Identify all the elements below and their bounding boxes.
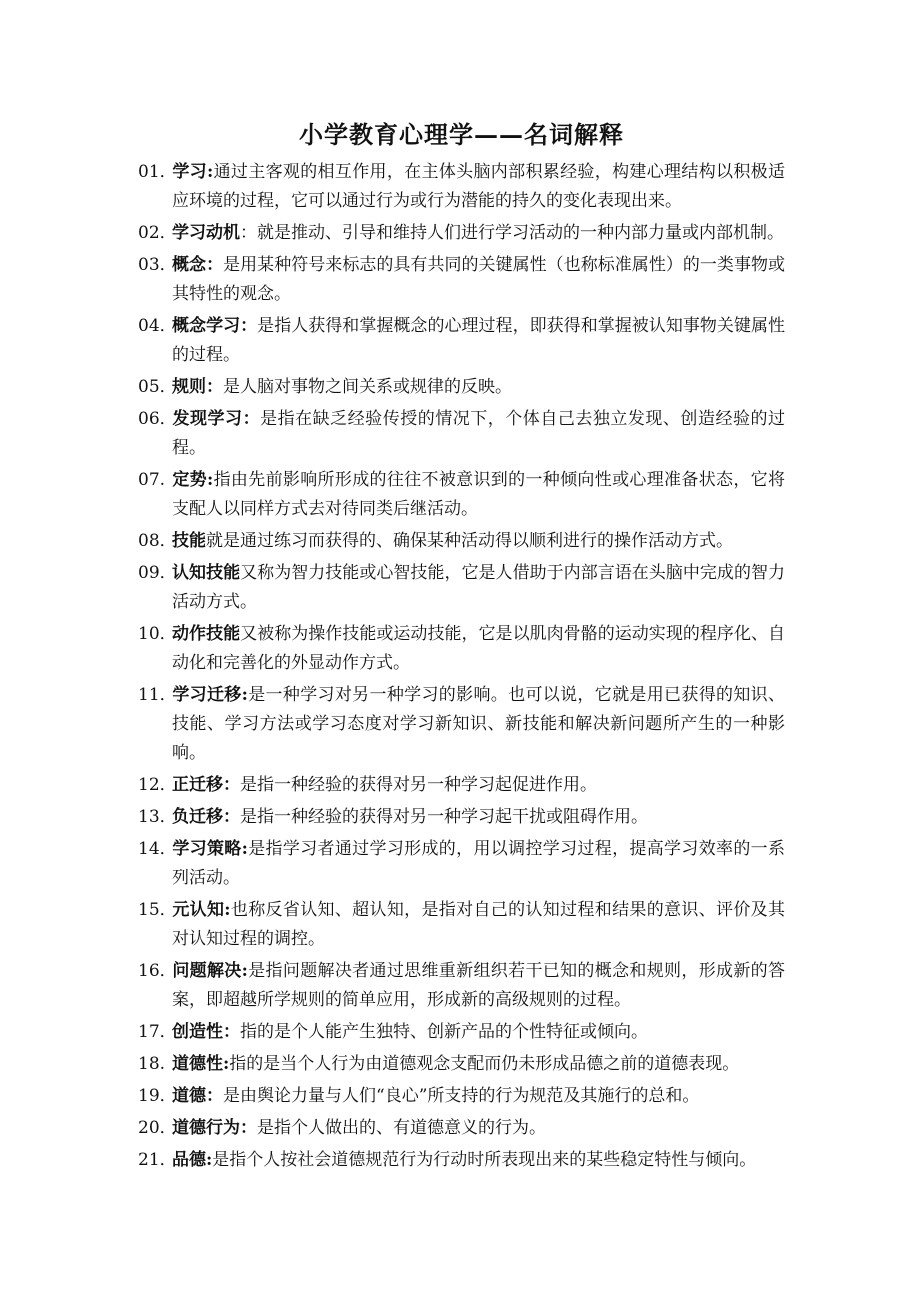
entry-definition: 是指一种经验的获得对另一种学习起促进作用。 [240,775,597,795]
glossary-entry [138,896,785,954]
entry-definition: 又称为智力技能或心智技能，它是人借助于内部言语在头脑中完成的智力活动方式。 [172,563,786,612]
entry-number: 03． [138,255,177,275]
entry-definition: 是用某种符号来标志的具有共同的关键属性（也称标准属性）的一类事物或其特性的观念。 [172,255,786,304]
entry-term: 正迁移： [172,775,240,795]
entry-term: 学习动机 [172,223,240,243]
glossary-entry [138,803,785,832]
entry-number: 09． [138,563,177,583]
entry-number: 07. [138,470,166,490]
glossary-list [138,158,785,1175]
entry-number: 01． [138,162,177,182]
entry-number: 04． [138,316,177,336]
glossary-entry [138,681,785,768]
entry-definition: 也称反省认知、超认知，是指对自己的认知过程和结果的意识、评价及其对认知过程的调控。 [172,900,785,949]
entry-definition: 是指人获得和掌握概念的心理过程，即获得和掌握被认知事物关键属性的过程。 [172,316,786,365]
glossary-entry [138,527,785,556]
entry-term: 负迁移： [172,807,240,827]
entry-definition: ：就是推动、引导和维持人们进行学习活动的一种内部力量或内部机制。 [240,223,784,243]
entry-definition: 是指学习者通过学习形成的，用以调控学习过程，提高学习效率的一系列活动。 [172,839,785,888]
entry-term: 动作技能 [172,624,241,644]
glossary-entry [138,1082,785,1111]
entry-number: 13． [138,807,177,827]
glossary-entry [138,1146,785,1175]
entry-number: 15． [138,900,177,920]
entry-number: 10． [138,624,177,644]
entry-number: 06． [138,409,177,429]
entry-definition: 就是通过练习而获得的、确保某种活动得以顺利进行的操作活动方式。 [206,531,733,551]
entry-number: 02． [138,223,177,243]
entry-term: 规则： [172,377,223,397]
glossary-entry [138,158,785,216]
entry-number: 12． [138,775,177,795]
entry-number: 14． [138,839,177,859]
entry-number: 20． [138,1118,177,1138]
entry-number: 11． [138,685,177,705]
entry-number: 16． [138,961,177,981]
entry-number: 08． [138,531,177,551]
glossary-entry [138,559,785,617]
entry-term: 发现学习： [172,409,261,429]
entry-definition: 是由舆论力量与人们“良心”所支持的行为规范及其施行的总和。 [223,1086,700,1106]
entry-definition: 是指个人做出的、有道德意义的行为。 [257,1118,546,1138]
entry-term: 道德： [172,1086,223,1106]
entry-definition: 是指个人按社会道德规范行为行动时所表现出来的某些稳定特性与倾向。 [212,1150,757,1170]
entry-definition: 指的是当个人行为由道德观念支配而仍未形成品德之前的道德表现。 [229,1054,740,1074]
glossary-entry [138,771,785,800]
glossary-entry [138,1114,785,1143]
entry-term: 品德: [172,1150,213,1170]
entry-term: 认知技能 [172,563,241,583]
entry-term: 道德行为： [172,1118,257,1138]
glossary-entry [138,405,785,463]
entry-term: 学习策略: [172,839,248,859]
entry-definition: 又被称为操作技能或运动技能，它是以肌肉骨骼的运动实现的程序化、自动化和完善化的外显动作方式。 [172,624,786,673]
entry-term: 概念学习： [172,316,258,336]
entry-term: 学习迁移: [172,685,248,705]
entry-definition: 是指在缺乏经验传授的情况下，个体自己去独立发现、创造经验的过程。 [172,409,786,458]
glossary-entry [138,1018,785,1047]
glossary-entry [138,219,785,248]
page-title: 小学教育心理学——名词解释 [299,120,624,149]
entry-definition: 是人脑对事物之间关系或规律的反映。 [223,377,512,397]
entry-definition: 指的是个人能产生独特、创新产品的个性特征或倾向。 [240,1022,648,1042]
entry-definition: 是指一种经验的获得对另一种学习起干扰或阻碍作用。 [240,807,648,827]
entry-term: 概念： [172,255,224,275]
entry-number: 05． [138,377,177,397]
entry-term: 元认知: [172,900,231,920]
entry-definition: 是一种学习对另一种学习的影响。也可以说，它就是用已获得的知识、技能、学习方法或学习态度对学习新知识、新技能和解决新问题所产生的一种影响。 [172,685,785,763]
entry-term: 定势: [172,470,214,490]
entry-term: 问题解决: [172,961,248,981]
entry-term: 技能 [172,531,206,551]
entry-number: 17． [138,1022,177,1042]
entry-term: 道德性: [172,1054,230,1074]
entry-term: 学习: [172,162,214,182]
entry-term: 创造性： [172,1022,240,1042]
glossary-entry [138,373,785,402]
entry-number: 18. [138,1054,166,1074]
entry-number: 21． [138,1150,177,1170]
glossary-entry [138,251,785,309]
entry-definition: 通过主客观的相互作用，在主体头脑内部积累经验，构建心理结构以积极适应环境的过程，它可以通过行为或行为潜能的持久的变化表现出来。 [172,162,786,211]
glossary-entry [138,957,785,1015]
entry-number: 19． [138,1086,177,1106]
glossary-entry [138,620,785,678]
glossary-entry [138,466,785,524]
glossary-entry [138,312,785,370]
entry-definition: 指由先前影响所形成的往往不被意识到的一种倾向性或心理准备状态，它将支配人以同样方式去对待同类后继活动。 [172,470,786,519]
glossary-entry [138,835,785,893]
glossary-entry [138,1050,785,1079]
entry-definition: 是指问题解决者通过思维重新组织若干已知的概念和规则，形成新的答案，即超越所学规则的简单应用，形成新的高级规则的过程。 [172,961,785,1010]
